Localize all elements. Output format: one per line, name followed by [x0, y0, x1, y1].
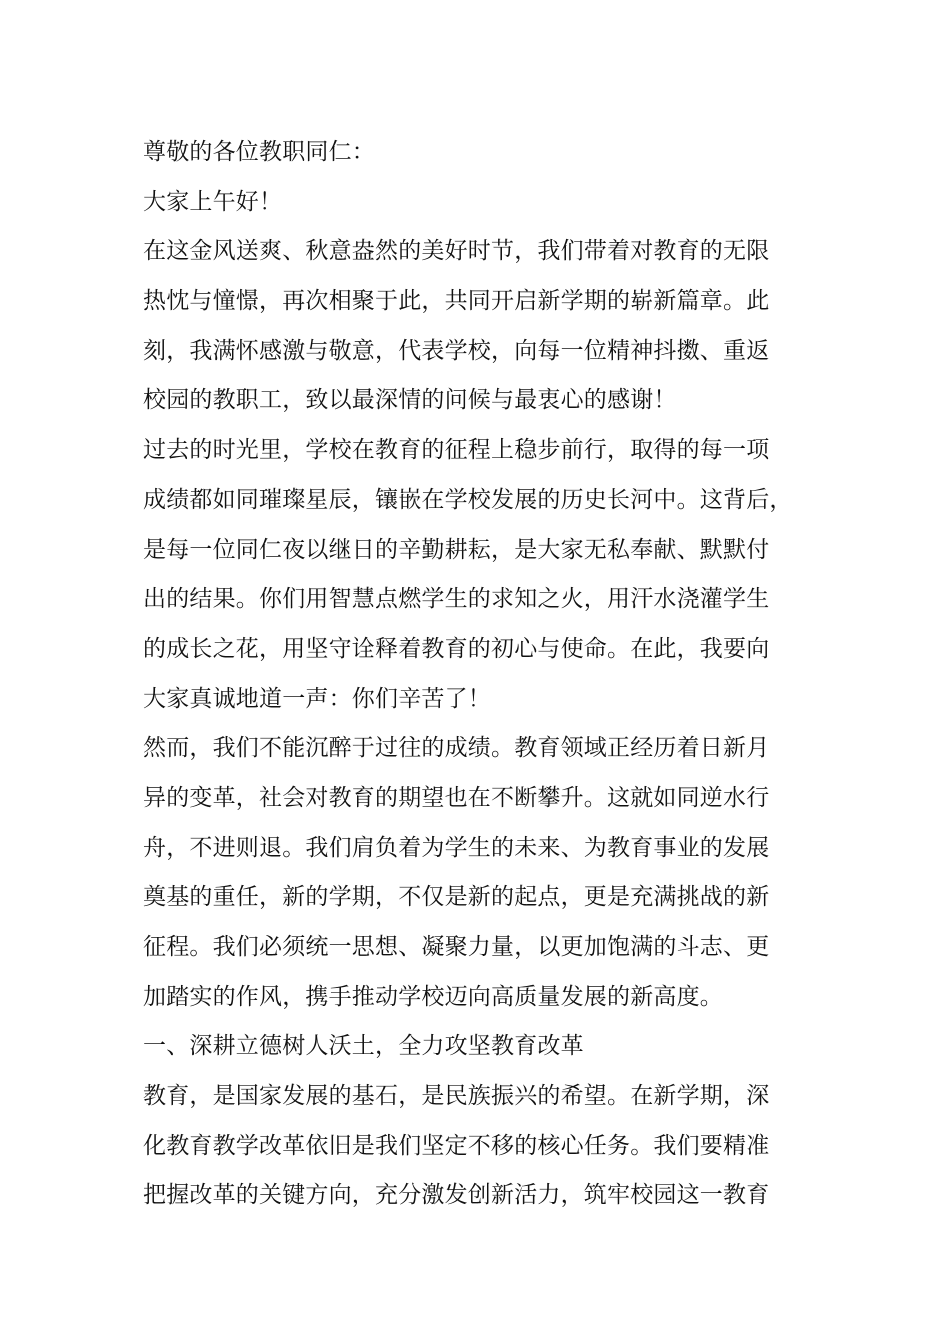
- paragraph-line: 征程。我们必须统一思想、凝聚力量，以更加饱满的斗志、更: [143, 934, 770, 960]
- paragraph-line: 奠基的重任，新的学期，不仅是新的起点，更是充满挑战的新: [143, 884, 770, 911]
- section-heading: 一、深耕立德树人沃土，全力攻坚教育改革: [143, 1033, 584, 1060]
- paragraph-line: 校园的教职工，致以最深情的问候与最衷心的感谢！: [143, 387, 677, 414]
- paragraph-line: 异的变革，社会对教育的期望也在不断攀升。这就如同逆水行: [143, 784, 770, 811]
- paragraph-line: 化教育教学改革依旧是我们坚定不移的核心任务。我们要精准: [143, 1132, 770, 1159]
- speech-text: [143, 128, 843, 1221]
- paragraph-line: 出的结果。你们用智慧点燃学生的求知之火，用汗水浇灌学生: [143, 586, 770, 613]
- salutation-line: 尊敬的各位教职同仁：: [143, 139, 375, 165]
- paragraph-line: 热忱与憧憬，再次相聚于此，共同开启新学期的崭新篇章。此: [143, 288, 770, 315]
- paragraph-line: 在这金风送爽、秋意盎然的美好时节，我们带着对教育的无限: [143, 238, 770, 265]
- paragraph-line: 然而，我们不能沉醉于过往的成绩。教育领域正经历着日新月: [143, 735, 770, 762]
- paragraph-line: 成绩都如同璀璨星辰，镶嵌在学校发展的历史长河中。这背后，: [143, 486, 793, 513]
- greeting-line: 大家上午好！: [143, 188, 283, 215]
- paragraph-line: 把握改革的关键方向，充分激发创新活力，筑牢校园这一教育: [143, 1182, 770, 1209]
- paragraph-line: 是每一位同仁夜以继日的辛勤耕耘，是大家无私奉献、默默付: [143, 536, 770, 563]
- paragraph-line: 大家真诚地道一声：你们辛苦了！: [143, 685, 491, 712]
- paragraph-line: 加踏实的作风，携手推动学校迈向高质量发展的新高度。: [143, 983, 723, 1010]
- paragraph-line: 舟，不进则退。我们肩负着为学生的未来、为教育事业的发展: [143, 834, 770, 861]
- paragraph-line: 的成长之花，用坚守诠释着教育的初心与使命。在此，我要向: [143, 635, 770, 662]
- paragraph-line: 刻，我满怀感激与敬意，代表学校，向每一位精神抖擞、重返: [143, 337, 770, 364]
- paragraph-line: 教育，是国家发展的基石，是民族振兴的希望。在新学期，深: [143, 1083, 770, 1110]
- paragraph-line: 过去的时光里，学校在教育的征程上稳步前行，取得的每一项: [143, 437, 770, 464]
